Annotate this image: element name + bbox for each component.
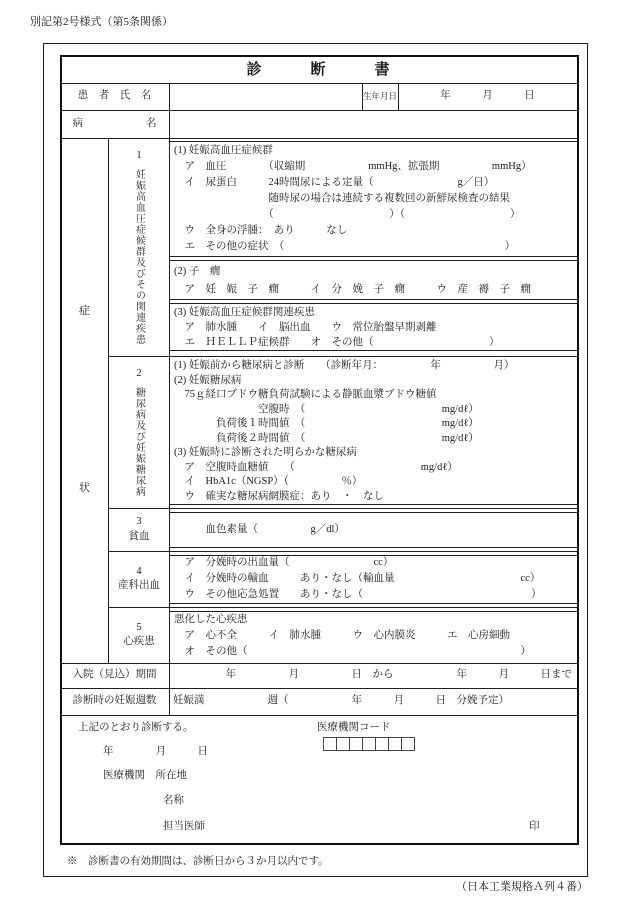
form-text-line: イ 分娩時の輸血 あり・なし（輸血量 cc）: [174, 573, 541, 584]
med-code-cell[interactable]: [323, 737, 337, 751]
category-number: 3: [136, 516, 142, 528]
institution-address-label: 医療機関 所在地: [103, 770, 187, 781]
form-text-line: 負荷後１時間値 （ mg/dℓ）: [174, 418, 479, 429]
subbox-line: [170, 260, 577, 261]
category-cell-1: [109, 140, 169, 354]
paper-size-note: （日本工業規格Ａ列４番）: [456, 881, 588, 893]
category-cell-4: [109, 553, 169, 605]
subbox-line: [170, 547, 577, 548]
subbox-line: [170, 504, 577, 505]
diagnosis-date-line: 年 月 日: [103, 746, 208, 757]
category-number: 4: [136, 565, 142, 577]
form-text-line: 血色素量（ g／dl）: [174, 524, 345, 535]
category-label: 心疾患: [123, 636, 155, 647]
gestation-weeks-label: 診断時の妊娠週数: [72, 695, 157, 707]
medical-institution-code-label: 医療機関コード: [317, 722, 391, 733]
section3-anemia: [170, 512, 576, 547]
form-text-line: ア 空腹時血糖値 （ mg/dℓ）: [174, 461, 458, 473]
form-text-line: イ 尿蛋白 24時間尿による定量（ g／日）: [174, 177, 495, 188]
category-vertical-label: [131, 387, 148, 497]
medical-institution-code-grid[interactable]: [323, 737, 415, 751]
category-number: 2: [136, 367, 142, 379]
form-text-line: 悪化した心疾患: [174, 614, 248, 625]
med-code-cell[interactable]: [363, 737, 376, 751]
grid-line: [109, 607, 577, 608]
form-text-line: 随時尿の場合は連続する複数回の新鮮尿検査の結果: [174, 193, 510, 204]
birthdate-label: 生年月日: [362, 90, 397, 101]
form-text-line: エ その他の症状 （ ）: [174, 241, 516, 252]
form-text-line: エ ＨＥＬＬＰ症候群 オ その他（ ）: [174, 337, 500, 348]
grid-line: [60, 715, 577, 716]
category-cell-2: [109, 358, 169, 506]
med-code-cell[interactable]: [337, 737, 350, 751]
form-text-line: ウ 全身の浮腫： あり なし: [174, 225, 348, 236]
disease-name-label: 病 名: [72, 117, 157, 129]
hospitalization-period-field[interactable]: 年 月 日 から 年 月 日まで: [173, 669, 572, 680]
institution-name-label: 名称: [163, 795, 184, 806]
form-text-line: (3) 妊娠時に診断された明らかな糖尿病: [174, 447, 357, 458]
category-cell-5: [109, 609, 169, 661]
grid-line: [109, 356, 577, 357]
form-text-line: 負荷後２時間値 （ mg/dℓ）: [174, 432, 479, 444]
symptom-column-glyph-top: 症: [79, 305, 90, 317]
subbox-line: [170, 603, 577, 604]
gestation-weeks-field[interactable]: 妊娠満 週（ 年 月 日 分娩予定）: [173, 695, 509, 706]
subbox-line: [170, 303, 577, 304]
hospitalization-period-label: 入院（見込）期間: [72, 669, 157, 681]
grid-line: [109, 551, 577, 552]
form-text-line: ア 妊 娠 子 癇 イ 分 娩 子 癇 ウ 産 褥 子 癇: [174, 283, 531, 295]
section1-box1-hypertension: [170, 143, 576, 255]
form-text-line: （ ）（ ）: [174, 209, 521, 220]
form-text-line: オ その他（ ）: [174, 646, 531, 657]
med-code-cell[interactable]: [402, 737, 415, 751]
disease-name-field[interactable]: [170, 111, 576, 137]
category-number: 1: [136, 149, 142, 161]
category-number: 5: [136, 621, 142, 633]
med-code-cell[interactable]: [376, 737, 389, 751]
category-vertical-label: [131, 169, 148, 345]
section4-obstetric-bleeding: [170, 555, 576, 603]
attestation-text: 上記のとおり診断する。: [78, 722, 194, 733]
form-number-label: 別記第2号様式（第5条関係）: [30, 16, 173, 28]
form-text-line: (1) 妊娠前から糖尿病と診断 （診断年月： 年 月）: [174, 360, 515, 371]
form-text-line: イ HbA1c（NGSP）（ ％）: [174, 476, 363, 487]
symptom-column-glyph-bottom: 状: [79, 482, 90, 494]
form-text-line: (1) 妊娠高血圧症候群: [174, 145, 273, 156]
section5-heart-disease: [170, 612, 576, 660]
section1-box2-eclampsia: [170, 262, 576, 298]
form-text-line: (3) 妊娠高血圧症候群関連疾患: [174, 307, 315, 318]
validity-note: ※ 診断書の有効期間は、診断日から３か月以内です。: [67, 856, 329, 867]
subbox-line: [170, 299, 577, 300]
subbox-line: [170, 350, 577, 351]
vertical-label-right: 糖尿病及び: [133, 387, 145, 443]
birthdate-field[interactable]: 年 月 日: [440, 90, 535, 102]
form-text-line: (2) 子 癇: [174, 266, 221, 277]
med-code-cell[interactable]: [350, 737, 363, 751]
form-text-line: ウ 確実な糖尿病網膜症：あり ・ なし: [174, 490, 384, 502]
grid-line: [60, 138, 577, 139]
section1-box3-related-disease: [170, 305, 576, 349]
category-cell-3: [109, 510, 169, 549]
med-code-cell[interactable]: [389, 737, 402, 751]
form-text-line: ア 血圧 （収縮期 mmHg、拡張期 mmHg）: [174, 161, 532, 172]
category-label: 貧血: [128, 530, 150, 542]
doctor-label: 担当医師: [163, 821, 205, 832]
form-text-line: (2) 妊娠糖尿病: [174, 374, 242, 386]
patient-name-field[interactable]: [170, 84, 361, 109]
form-text-line: 空腹時 （ mg/dℓ）: [174, 403, 479, 415]
vertical-label-left: 妊娠糖尿病: [133, 442, 145, 498]
form-text-line: ア 心不全 イ 肺水腫 ウ 心内膜炎 エ 心房細動: [174, 630, 510, 641]
grid-line: [109, 508, 577, 509]
seal-label: 印: [529, 821, 540, 832]
subbox-line: [170, 256, 577, 257]
form-text-line: ア 肺水腫 イ 脳出血 ウ 常位胎盤早期剥離: [174, 322, 437, 333]
subbox-line: [170, 141, 577, 142]
form-text-line: ウ その他応急処置 あり・なし（ ）: [174, 589, 542, 600]
vertical-label-right: 妊娠高血圧症候群及び: [133, 169, 145, 280]
section2-diabetes: [170, 358, 576, 503]
patient-name-label: 患 者 氏 名: [77, 90, 152, 102]
vertical-label-left: その関連疾患: [133, 279, 145, 346]
form-text-line: 75ｇ経口ブドウ糖負荷試験による静脈血漿ブドウ糖値: [174, 389, 437, 400]
form-text-line: ア 分娩時の出血量（ cc）: [174, 557, 394, 568]
category-label: 産科出血: [118, 580, 160, 591]
form-title: 診 断 書: [246, 62, 391, 78]
